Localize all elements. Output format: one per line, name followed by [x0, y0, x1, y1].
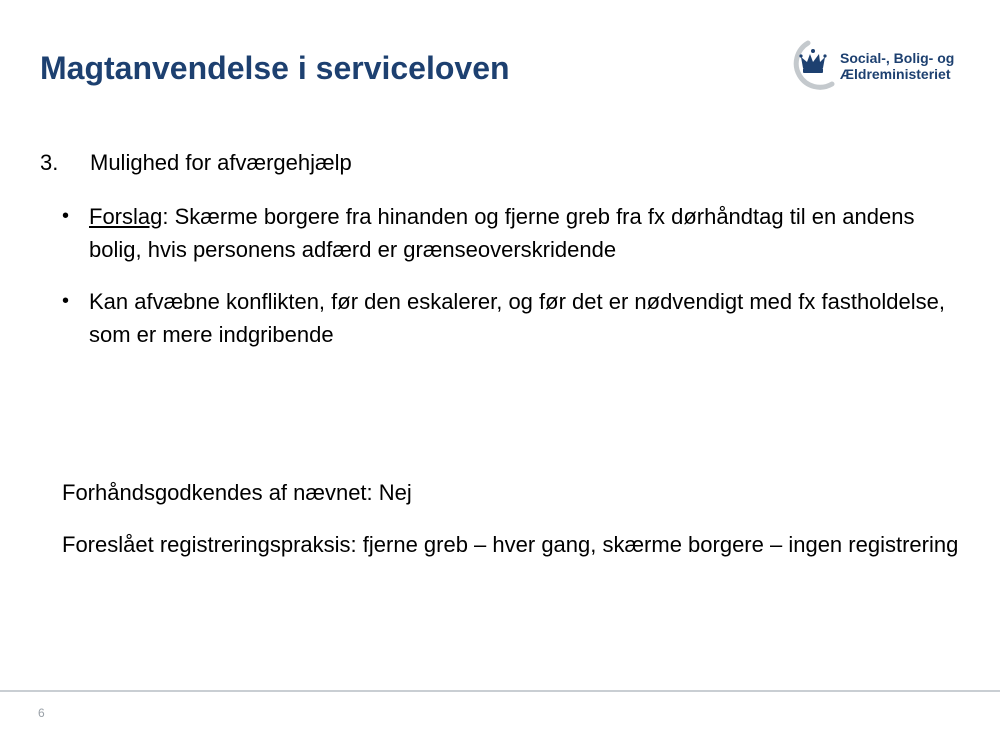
bullet-text-2: Kan afvæbne konflikten, før den eskalerer, og før det er nødvendigt med fx fastholdelse, som er mere indgribende — [89, 289, 946, 347]
registration-text: Foreslået registreringspraksis: fjerne greb – hver gang, skærme borgere – ingen registrering — [62, 532, 959, 557]
bullet-item-1 — [62, 200, 962, 266]
bullet-item-2 — [62, 285, 962, 351]
crown-arc-logo-icon — [786, 40, 836, 92]
bullet-body-1: : Skærme borgere fra hinanden og fjerne greb fra fx dørhåndtag til en andens bolig, hvis personens adfærd er grænseoverskridende — [89, 204, 915, 262]
page-number: 6 — [38, 706, 45, 720]
ministry-logo — [786, 40, 966, 92]
numbered-item — [40, 150, 352, 176]
slide-title: Magtanvendelse i serviceloven — [40, 50, 510, 86]
bullet-text-1 — [89, 200, 962, 266]
footer-divider — [0, 690, 1000, 692]
item-number: 3. — [40, 150, 59, 175]
logo-line-1: Social-, Bolig- og — [840, 50, 955, 66]
logo-line-2: Ældreministeriet — [840, 66, 951, 82]
bullet-dot: • — [62, 290, 70, 312]
item-heading: Mulighed for afværgehjælp — [90, 150, 352, 175]
approval-text: Forhåndsgodkendes af nævnet: Nej — [62, 480, 412, 505]
bullet-label-forslag: Forslag — [89, 204, 163, 229]
bullet-dot: • — [62, 205, 70, 227]
logo-wordmark — [840, 50, 954, 82]
